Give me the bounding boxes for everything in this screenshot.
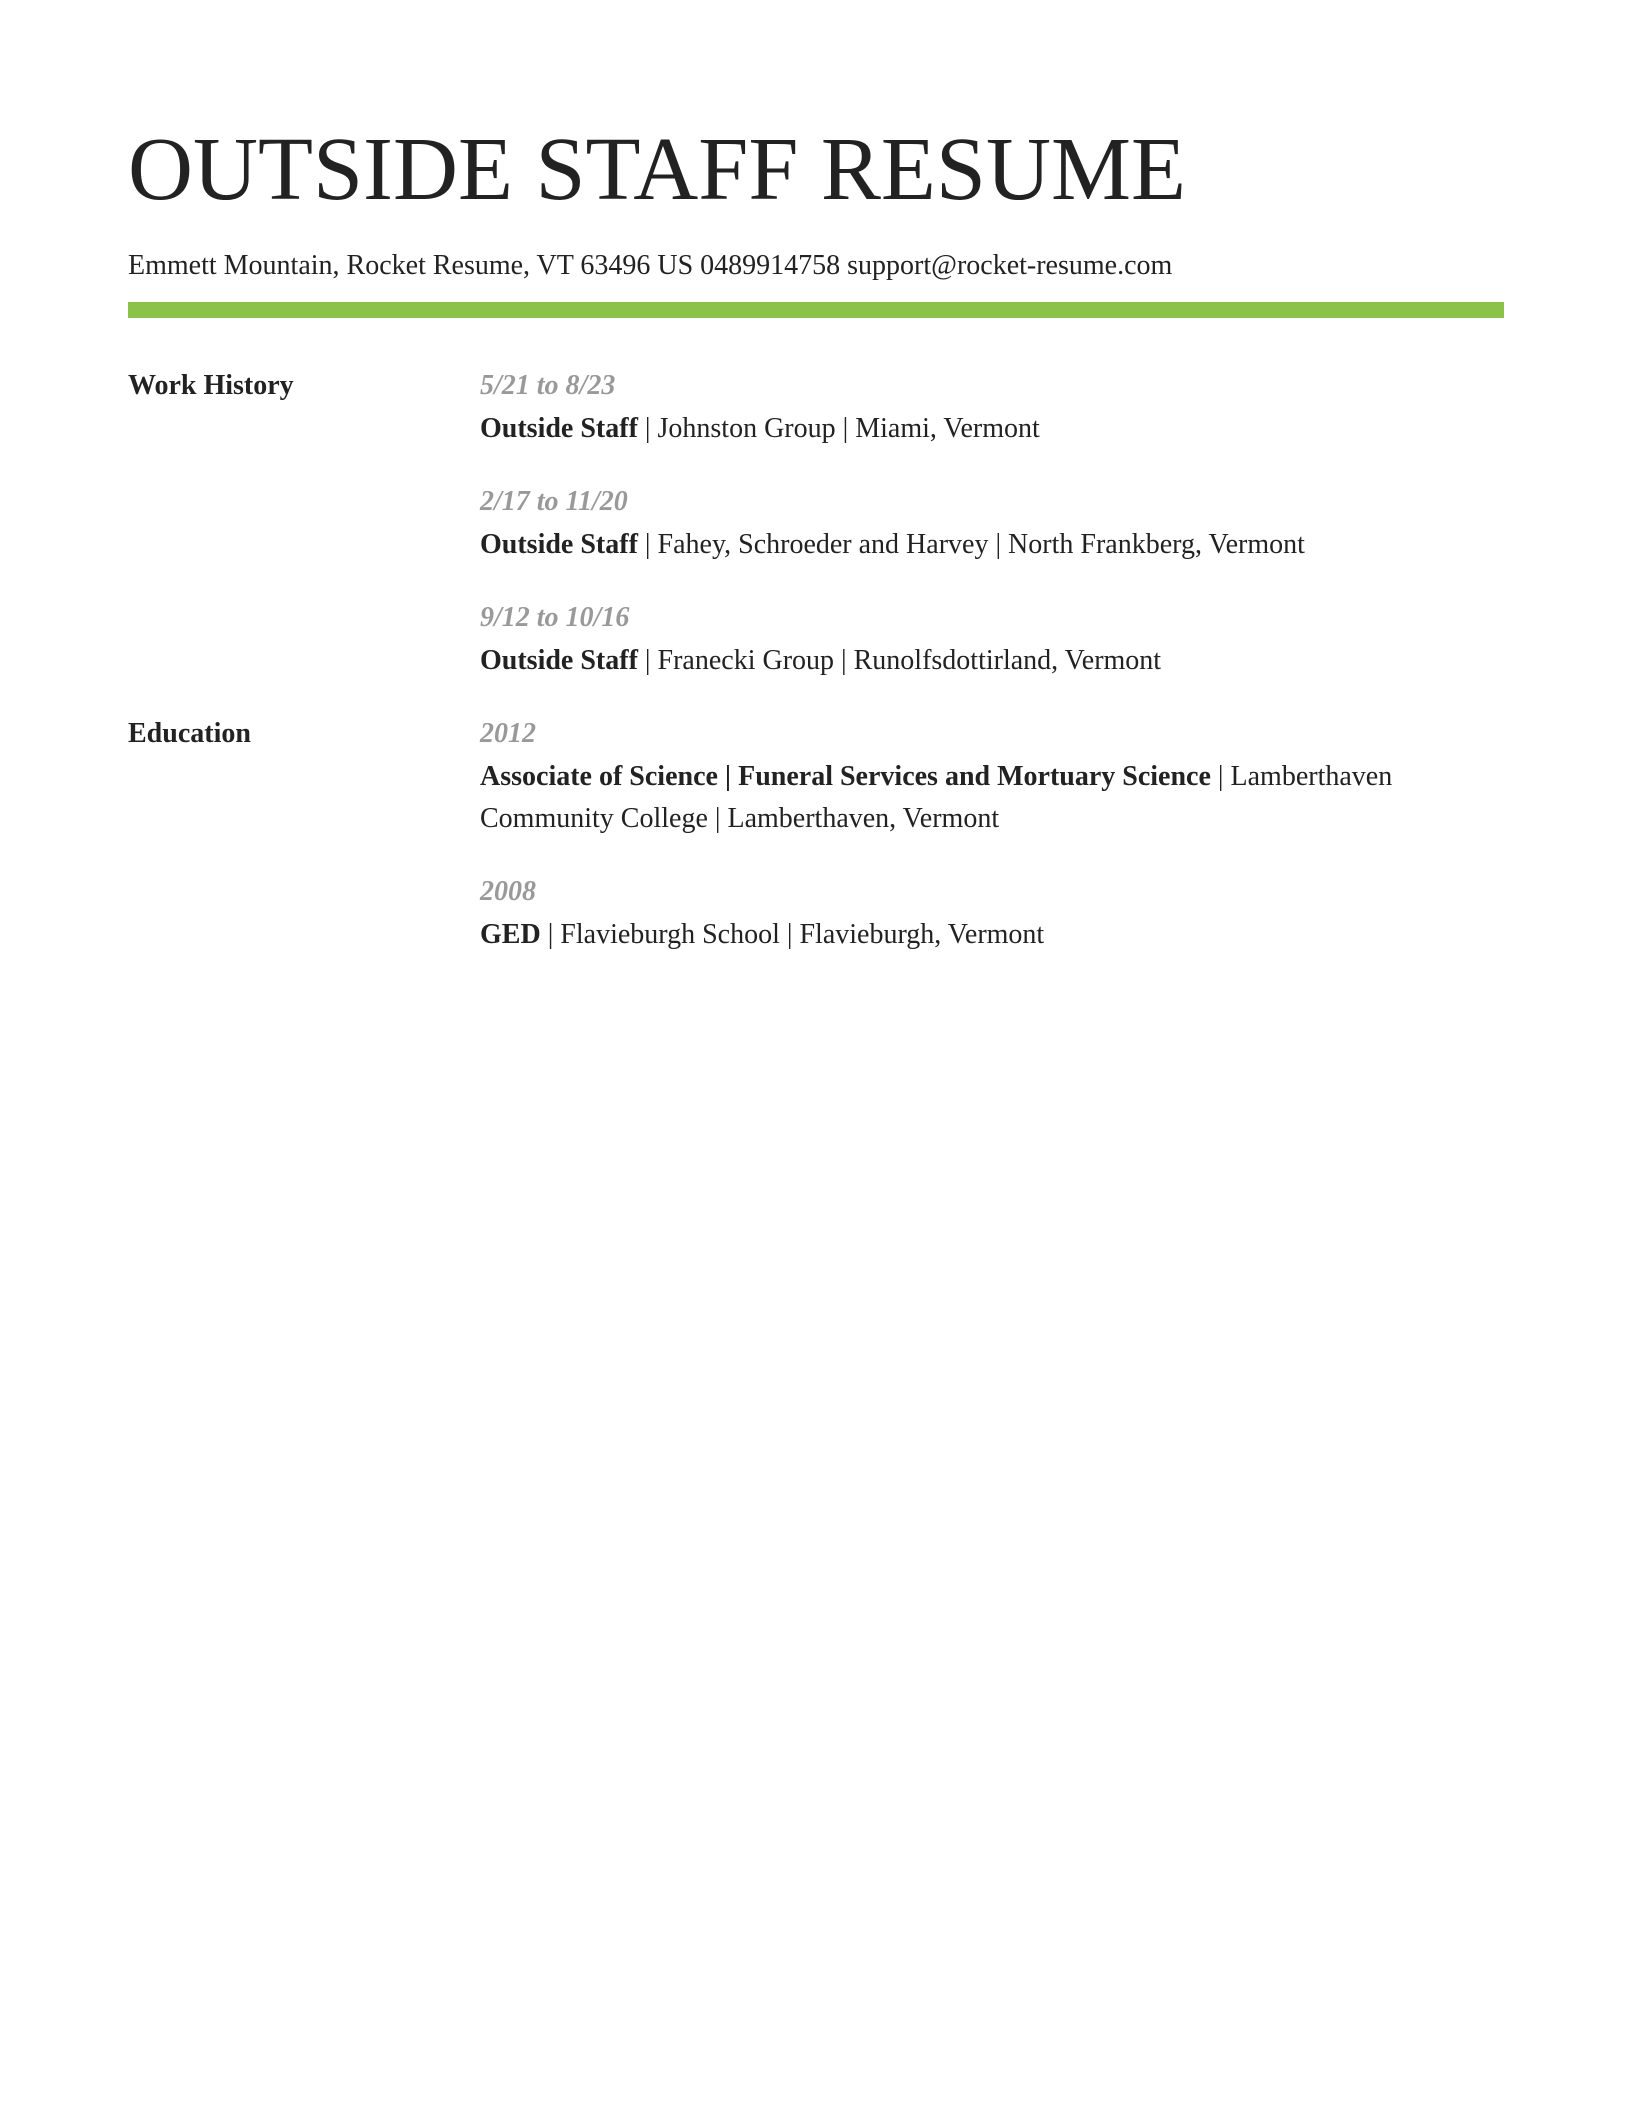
education-entry-details xyxy=(480,914,1504,956)
education-entry-degree: Associate of Science | Funeral Services and Mortuary Science xyxy=(480,761,1211,792)
work-entry-date: 5/21 to 8/23 xyxy=(480,370,616,401)
education-entry-school: | Lamberthaven Community College | Lamberthaven, Vermont xyxy=(480,761,1393,834)
work-entry-details xyxy=(480,408,1504,450)
work-entry-employer: | Franecki Group | Runolfsdottirland, Vermont xyxy=(637,645,1162,676)
header-divider xyxy=(128,302,1504,318)
work-entry xyxy=(480,598,1504,682)
education-entry xyxy=(480,714,1504,840)
education-entry-date: 2012 xyxy=(480,718,536,749)
education-entry-degree: GED xyxy=(480,919,541,950)
education-label: Education xyxy=(128,718,251,749)
work-history-section xyxy=(128,366,1504,682)
work-entry-details xyxy=(480,640,1504,682)
work-history-entries xyxy=(480,366,1504,682)
work-entry xyxy=(480,366,1504,450)
work-entry-title: Outside Staff xyxy=(480,645,638,676)
resume-title: OUTSIDE STAFF RESUME xyxy=(128,120,1186,219)
education-entry-school: | Flavieburgh School | Flavieburgh, Vermont xyxy=(540,919,1045,950)
work-entry-details xyxy=(480,524,1504,566)
education-entry-date: 2008 xyxy=(480,876,536,907)
contact-line: Emmett Mountain, Rocket Resume, VT 63496 US 0489914758 support@rocket-resume.com xyxy=(128,250,1173,281)
resume-page xyxy=(128,120,1504,956)
work-entry-title: Outside Staff xyxy=(480,529,638,560)
education-entries xyxy=(480,714,1504,956)
work-entry-employer: | Johnston Group | Miami, Vermont xyxy=(637,413,1040,444)
work-history-label: Work History xyxy=(128,370,294,401)
work-entry-title: Outside Staff xyxy=(480,413,638,444)
work-entry-employer: | Fahey, Schroeder and Harvey | North Frankberg, Vermont xyxy=(637,529,1305,560)
work-entry xyxy=(480,482,1504,566)
work-entry-date: 9/12 to 10/16 xyxy=(480,602,630,633)
education-entry-details xyxy=(480,756,1504,840)
education-entry xyxy=(480,872,1504,956)
work-entry-date: 2/17 to 11/20 xyxy=(480,486,628,517)
education-section xyxy=(128,714,1504,956)
